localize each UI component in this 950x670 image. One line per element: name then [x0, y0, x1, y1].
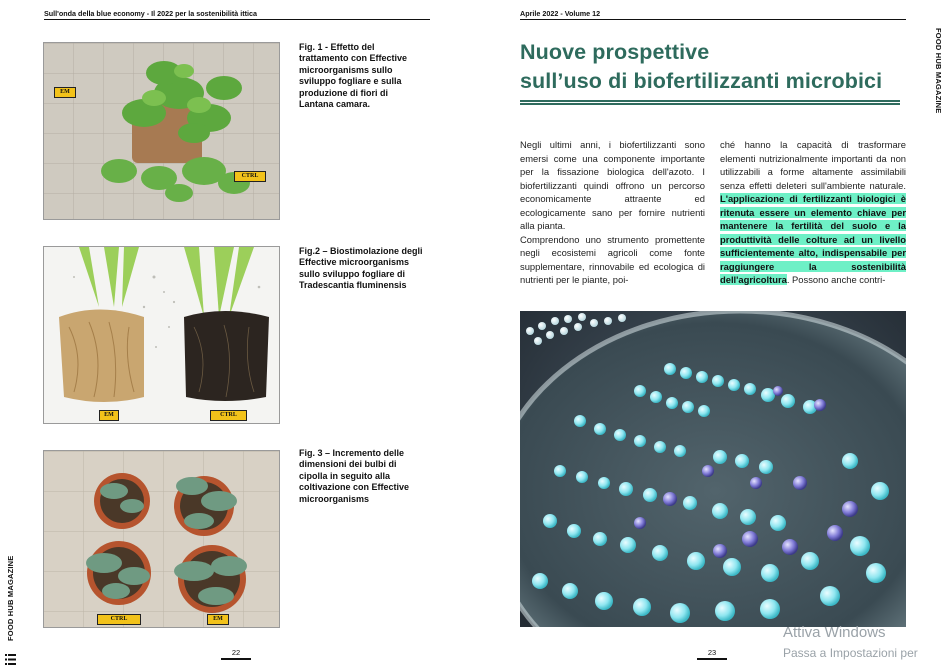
figure-3-caption: Fig. 3 – Incremento delle dimensioni dei bulbi di cipolla in seguito alla coltivazione con Effective microorganisms: [299, 448, 410, 504]
article-column-1: [520, 138, 705, 287]
figure-3-tag-em: EM: [207, 614, 229, 625]
left-page-number: 22: [231, 648, 241, 657]
figure-2-caption: Fig.2 – Biostimolazione degli Effective microorganisms sullo sviluppo fogliare di Tradescantia fluminensis: [299, 246, 423, 291]
column-2-text-after: . Possono anche contri-: [786, 274, 886, 285]
figure-2-tag-em: EM: [99, 410, 119, 421]
left-page-number-rule: [221, 658, 251, 660]
title-underline-2: [520, 103, 900, 105]
grid-menu-icon[interactable]: [5, 652, 16, 663]
right-side-label: FOOD HUB MAGAZINE: [934, 28, 943, 114]
article-column-2: [720, 138, 906, 287]
column-2-highlight: L'applicazione di fertilizzanti biologici è ritenuta essere un elemento chiave per mantenere la fertilità del suolo e la produttività delle colture ad un livello sufficientemente alto, indispensabile per raggiungere la sostenibilità dell'agricoltura: [720, 193, 906, 285]
left-page-header: Sull'onda della blue economy - Il 2022 per la sostenibilità ittica: [44, 9, 257, 18]
petri-dish-photo: [520, 311, 906, 627]
figure-1-tag-ctrl: CTRL: [234, 171, 266, 182]
watermark-subtitle: Passa a Impostazioni per: [783, 646, 918, 660]
column-1-paragraph-1: Negli ultimi anni, i biofertilizzanti sono emersi come una componente importante per la fissazione biologica dell'azoto. I biofertilizzanti quindi offrono un percorso economicamente attraente ed ecologicamente sano per fornire nutrienti alla pianta.: [520, 139, 705, 231]
figure-3-tag-ctrl: CTRL: [97, 614, 141, 625]
figure-2-photo: [43, 246, 280, 424]
watermark-title: Attiva Windows: [783, 624, 886, 641]
left-side-label: FOOD HUB MAGAZINE: [6, 555, 15, 641]
right-page-number-rule: [697, 658, 727, 660]
title-underline-1: [520, 100, 900, 102]
column-2-text-before: ché hanno la capacità di trasformare elementi nutrizionalmente importanti da non utilizzabili a forme altamente assimilabili senza effetti deleteri sull'ambiente naturale.: [720, 139, 906, 191]
article-title-line-1: Nuove prospettive: [520, 40, 710, 64]
left-header-rule: [44, 19, 430, 20]
right-header-rule: [520, 19, 906, 20]
right-page-number: 23: [707, 648, 717, 657]
article-title: [520, 38, 900, 96]
figure-1-photo: [43, 42, 280, 220]
figure-1-tag-em: EM: [54, 87, 76, 98]
column-1-paragraph-2: Comprendono uno strumento promettente negli ecosistemi agricoli come fonte supplementare, rinnovabile ed ecologica di nutrienti per le piante, poi-: [520, 233, 705, 285]
figure-2-tag-ctrl: CTRL: [210, 410, 247, 421]
figure-3-photo: [43, 450, 280, 628]
right-page-header: Aprile 2022 - Volume 12: [520, 9, 601, 18]
figure-1-caption: Fig. 1 - Effetto del trattamento con Effective microorganisms sullo sviluppo fogliare e sulla produzione di fiori di Lantana camara.: [299, 42, 408, 110]
article-title-line-2: sull’uso di biofertilizzanti microbici: [520, 69, 883, 93]
